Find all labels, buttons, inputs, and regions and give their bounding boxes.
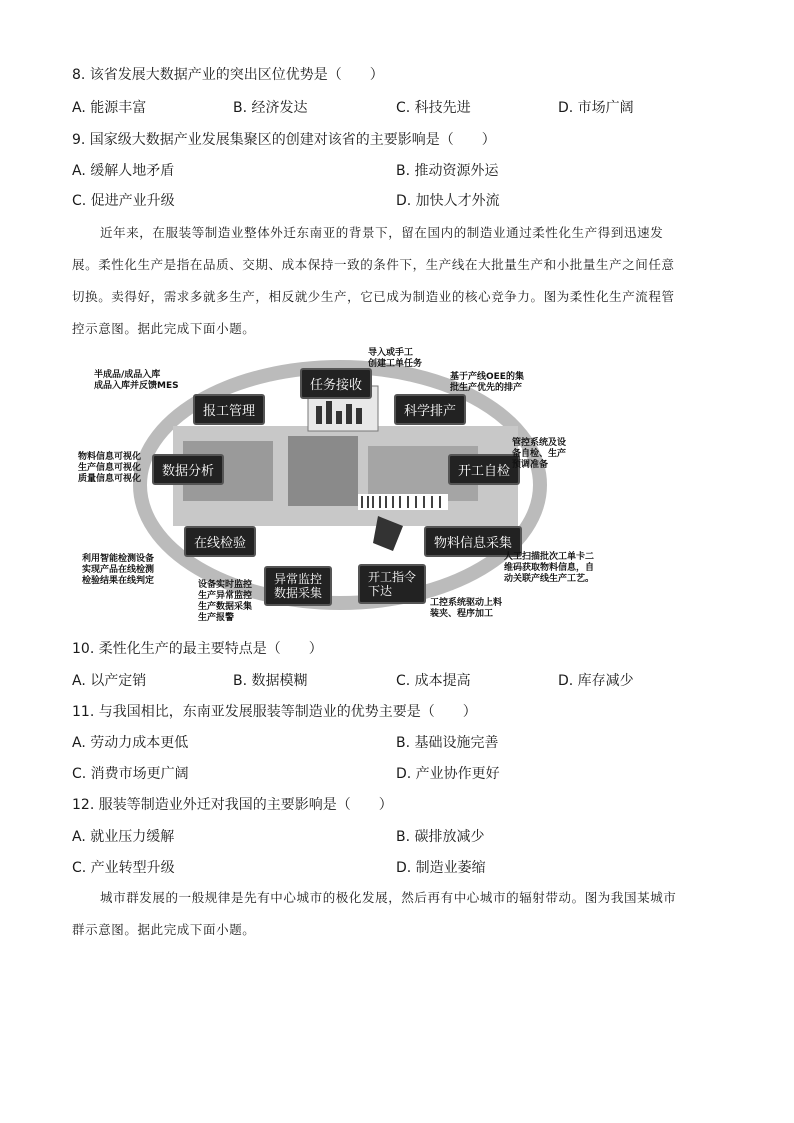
node-self-check: 开工自检 (448, 454, 520, 485)
anno-oee-schedule: 基于产线OEE的集 批生产优先的排产 (450, 372, 524, 393)
anno-plc-drive: 工控系统驱动上料 装夹、程序加工 (430, 598, 503, 619)
node-data-analysis: 数据分析 (152, 454, 224, 485)
node-exception-monitor: 异常监控 数据采集 (264, 566, 332, 606)
q9-option-d: D. 加快人才外流 (396, 193, 500, 209)
q11-option-a: A. 劳动力成本更低 (72, 735, 189, 751)
q10-option-b: B. 数据模糊 (233, 673, 308, 689)
q11-stem: 11. 与我国相比，东南亚发展服装等制造业的优势主要是（ ） (72, 704, 477, 720)
node-material-info: 物料信息采集 (424, 526, 522, 557)
node-start-order: 开工指令 下达 (358, 564, 426, 604)
node-report-management: 报工管理 (193, 394, 265, 425)
q8-option-d: D. 市场广阔 (558, 100, 634, 116)
q12-option-d: D. 制造业萎缩 (396, 860, 486, 876)
node-online-inspection: 在线检验 (184, 526, 256, 557)
anno-import-task: 导入或手工 创建工单任务 (368, 348, 423, 369)
node-task-receive: 任务接收 (300, 368, 372, 399)
passage1-line3: 切换。卖得好，需求多就多生产，相反就少生产，它已成为制造业的核心竞争力。图为柔性化生产流程管 (72, 289, 675, 304)
q9-option-a: A. 缓解人地矛盾 (72, 163, 175, 179)
q10-option-d: D. 库存减少 (558, 673, 634, 689)
passage1-line2: 展。柔性化生产是指在品质、交期、成本保持一致的条件下，生产线在大批量生产和小批量生产之间任意 (72, 257, 675, 272)
q8-stem: 8. 该省发展大数据产业的突出区位优势是（ ） (72, 67, 384, 83)
flexible-production-diagram (78, 346, 606, 624)
q10-stem: 10. 柔性化生产的最主要特点是（ ） (72, 641, 323, 657)
q8-option-c: C. 科技先进 (396, 100, 471, 116)
anno-smart-inspection: 利用智能检测设备 实现产品在线检测 检验结果在线判定 (82, 554, 155, 586)
node-schedule: 科学排产 (394, 394, 466, 425)
q9-option-b: B. 推动资源外运 (396, 163, 499, 179)
q11-option-b: B. 基础设施完善 (396, 735, 499, 751)
passage2-line1: 城市群发展的一般规律是先有中心城市的极化发展，然后再有中心城市的辐射带动。图为我国某城市 (100, 890, 677, 905)
passage-city-cluster (72, 882, 722, 946)
q11-option-c: C. 消费市场更广阔 (72, 766, 189, 782)
q12-option-b: B. 碳排放减少 (396, 829, 485, 845)
q12-option-a: A. 就业压力缓解 (72, 829, 175, 845)
passage2-line2: 群示意图。据此完成下面小题。 (72, 922, 256, 937)
anno-visualization: 物料信息可视化 生产信息可视化 质量信息可视化 (78, 452, 142, 484)
q10-option-a: A. 以产定销 (72, 673, 147, 689)
q10-option-c: C. 成本提高 (396, 673, 471, 689)
anno-warehouse-mes: 半成品/成品入库 成品入库并反馈MES (94, 370, 179, 391)
q9-stem: 9. 国家级大数据产业发展集聚区的创建对该省的主要影响是（ ） (72, 132, 496, 148)
passage1-line1: 近年来，在服装等制造业整体外迁东南亚的背景下，留在国内的制造业通过柔性化生产得到迅速发 (100, 225, 664, 240)
q8-option-b: B. 经济发达 (233, 100, 308, 116)
q9-option-c: C. 促进产业升级 (72, 193, 175, 209)
q12-stem: 12. 服装等制造业外迁对我国的主要影响是（ ） (72, 797, 393, 813)
q8-option-a: A. 能源丰富 (72, 100, 147, 116)
anno-device-monitor: 设备实时监控 生产异常监控 生产数据采集 生产报警 (198, 580, 253, 623)
q12-option-c: C. 产业转型升级 (72, 860, 175, 876)
q11-option-d: D. 产业协作更好 (396, 766, 500, 782)
anno-self-check: 管控系统及设 备自检、生产 预调准备 (512, 438, 567, 470)
anno-scan-material: 人工扫描批次工单卡二 维码获取物料信息，自 动关联产线生产工艺。 (504, 552, 595, 584)
passage-flexible-production (72, 217, 722, 345)
passage1-line4: 控示意图。据此完成下面小题。 (72, 321, 256, 336)
